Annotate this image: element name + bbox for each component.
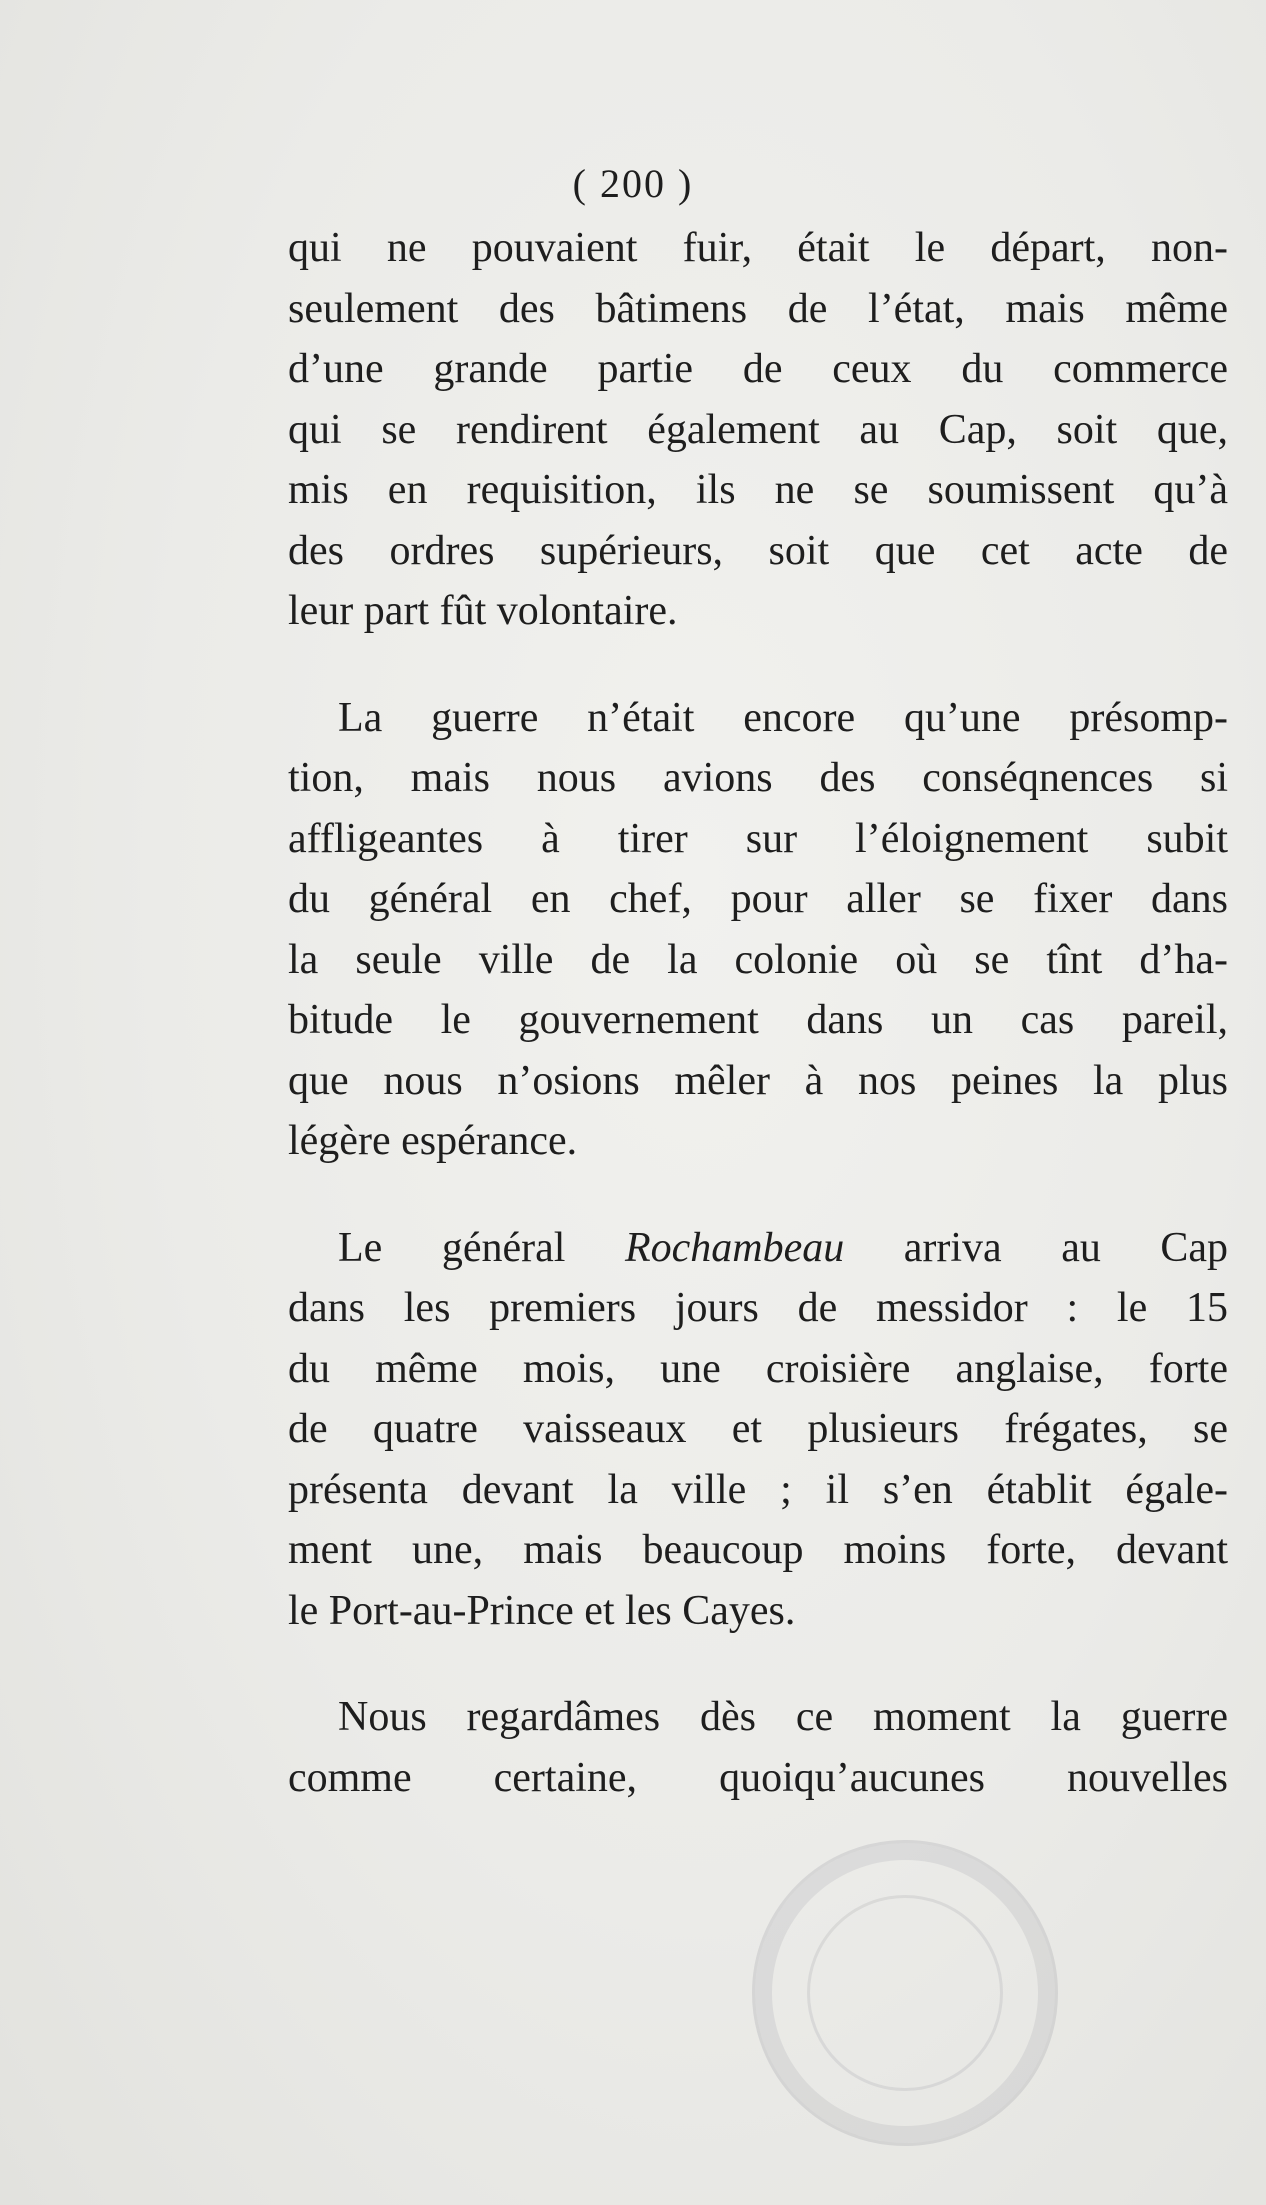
text-line: affligeantes à tirer sur l’éloignement subit [288, 815, 1228, 862]
text-line: légère espérance. [288, 1118, 578, 1164]
paragraph-1 [288, 218, 1228, 642]
text-line: leur part fût volontaire. [288, 588, 678, 634]
paragraph-4 [288, 1687, 1228, 1808]
page-number: ( 200 ) [572, 161, 694, 206]
text-line: mis en requisition, ils ne se soumissent qu’à [288, 467, 1228, 513]
text-line: du même mois, une croisière anglaise, forte [288, 1345, 1228, 1392]
text-line: qui se rendirent également au Cap, soit que, [288, 406, 1228, 453]
text-line [288, 1218, 1228, 1279]
text-line: qui ne pouvaient fuir, était le départ, non- [288, 225, 1228, 271]
text-line: la seule ville de la colonie où se tînt d’ha- [288, 936, 1228, 983]
text-line: seulement des bâtimens de l’état, mais même [288, 285, 1228, 332]
person-name: Rochambeau [624, 1224, 845, 1271]
text-run: Le général [338, 1224, 566, 1271]
text-line: des ordres supérieurs, soit que cet acte de [288, 527, 1228, 574]
text-line: présenta devant la ville ; il s’en établit égale- [288, 1466, 1228, 1513]
library-stamp [752, 1840, 1058, 2146]
text-line: tion, mais nous avions des conséqnences si [288, 755, 1228, 801]
library-stamp-inner-ring [807, 1895, 1003, 2091]
text-line: dans les premiers jours de messidor : le 15 [288, 1285, 1228, 1331]
text-line: que nous n’osions mêler à nos peines la plus [288, 1057, 1228, 1104]
text-run: arriva au Cap [903, 1224, 1229, 1271]
text-line: Nous regardâmes dès ce moment la guerre [338, 1694, 1228, 1740]
text-line: La guerre n’était encore qu’une présomp- [338, 694, 1228, 741]
text-line: de quatre vaisseaux et plusieurs frégates, se [288, 1406, 1228, 1452]
text-line: du général en chef, pour aller se fixer dans [288, 876, 1228, 922]
paragraph-3 [288, 1218, 1228, 1642]
text-line: d’une grande partie de ceux du commerce [288, 346, 1228, 392]
body-text [288, 218, 1228, 1808]
text-line: ment une, mais beaucoup moins forte, devant [288, 1527, 1228, 1573]
paragraph-2 [288, 688, 1228, 1172]
text-line: bitude le gouvernement dans un cas pareil, [288, 997, 1228, 1043]
text-line: le Port-au-Prince et les Cayes. [288, 1587, 796, 1634]
text-line: comme certaine, quoiqu’aucunes nouvelles [288, 1754, 1228, 1801]
